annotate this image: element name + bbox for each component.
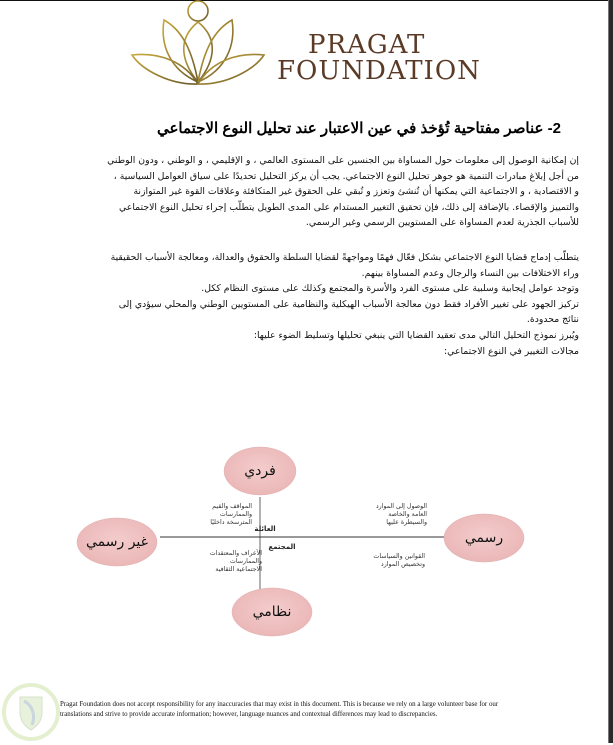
kafeel-watermark bbox=[2, 683, 60, 741]
logo-text-foundation: FOUNDATION bbox=[277, 56, 481, 86]
paragraph-line: وتوجد عوامل إيجابية وسلبية على مستوى الفرد والأسرة والمجتمع وكذلك على مستوى النظام ككل. bbox=[201, 283, 579, 295]
paragraph-line: و الاقتصادية ، و الاجتماعية التي يمكنها أن تُنشئ وتعزز و تُبقي على الحقوق غير المتكافئة وعلاقات القوة غير المتوازنة bbox=[133, 186, 579, 198]
pragat-foundation-logo bbox=[130, 0, 480, 100]
quadrant-line: المترسخة داخليًا bbox=[210, 519, 252, 526]
paragraph-line: من أجل إبلاغ مبادرات التنمية هو جوهر تحليل النوع الاجتماعي. يجب أن يركز التحليل تحديدًا على سياق العوامل السياسية ، bbox=[113, 170, 579, 182]
paragraph-analysis bbox=[69, 250, 579, 359]
axis-label-community: المجتمع bbox=[268, 543, 296, 551]
quadrant-line: والسيطرة عليها bbox=[386, 519, 427, 526]
axis-label-family: العائلة bbox=[254, 525, 276, 533]
gender-change-diagram bbox=[60, 440, 570, 645]
paragraph-line: تركيز الجهود على تغيير الأفراد فقط دون معالجة الأسباب الهيكلية والنظامية على المستويين الوطني والمحلي سيؤدي إلى bbox=[118, 298, 579, 310]
lotus-icon bbox=[130, 0, 270, 100]
quadrant-line: العامة والخاصة bbox=[388, 511, 427, 518]
node-label-informal: غير رسمي bbox=[86, 534, 148, 550]
quadrant-bottom-right bbox=[373, 553, 425, 569]
paragraph-line: يتطلّب إدماج قضايا النوع الاجتماعي بشكل فعّال فهمًا ومواجهةً لقضايا السلطة والحقوق والعدالة، ومعالجة الأسباب الحقيقية bbox=[110, 252, 579, 263]
footer-disclaimer: Pragat Foundation does not accept responsibility for any inaccuracies that may exist in this document. This is because we rely on a large volunteer base for our translations and strive to provide accurate information; however, language nuances and contextual differences may lead to discrepancies. bbox=[60, 701, 499, 719]
quadrant-top-left bbox=[210, 503, 252, 527]
quadrant-line: الوصول إلى الموارد bbox=[375, 503, 427, 510]
quadrant-line: القوانين والسياسات bbox=[373, 553, 425, 560]
paragraph-line: مجالات التغيير في النوع الاجتماعي: bbox=[444, 345, 579, 357]
paragraph-line: إن إمكانية الوصول إلى معلومات حول المساواة بين الجنسين على المستوى العالمي ، و الإقليمي ، و الوطني ، ودون الوطني bbox=[107, 155, 579, 166]
quadrant-line: والممارسات bbox=[229, 558, 262, 565]
node-label-formal: رسمي bbox=[464, 530, 504, 546]
section-heading: 2- عناصر مفتاحية تُؤخذ في عين الاعتبار عند تحليل النوع الاجتماعي bbox=[156, 120, 561, 137]
paragraph-line: وراء الاختلافات بين النساء والرجال وعدم المساواة بينهم. bbox=[361, 267, 579, 279]
quadrant-line: الأعراف والمعتقدات bbox=[209, 550, 262, 557]
quadrant-line: المواقف والقيم bbox=[212, 503, 252, 510]
node-label-individual: فردي bbox=[244, 463, 276, 479]
quadrant-bottom-left bbox=[210, 550, 262, 574]
paragraph-line: والتمييز والإقصاء. بالإضافة إلى ذلك، فإن تحقيق التغيير المستدام على المدى الطويل يتطلّب إجراء تحليل النوع الاجتماعي bbox=[119, 201, 579, 213]
paragraph-line: نتائج محدودة. bbox=[526, 314, 579, 326]
paragraph-intro bbox=[69, 153, 579, 231]
paragraph-line: ويُبرز نموذج التحليل التالي مدى تعقيد القضايا التي ينبغي تحليلها وتسليط الضوء عليها: bbox=[253, 329, 579, 341]
quadrant-line: الاجتماعية الثقافية bbox=[215, 566, 262, 573]
quadrant-top-right bbox=[376, 503, 427, 527]
logo-text-pragat: PRAGAT bbox=[308, 30, 426, 60]
node-label-systemic: نظامي bbox=[252, 604, 292, 620]
quadrant-line: والممارسات bbox=[219, 511, 252, 518]
quadrant-line: وتخصيص الموارد bbox=[380, 561, 425, 568]
page-right-border bbox=[609, 0, 613, 743]
shield-icon bbox=[2, 683, 60, 741]
paragraph-line: للأسباب الجذرية لعدم المساواة على المستويين الرسمي وغير الرسمي. bbox=[305, 217, 579, 229]
